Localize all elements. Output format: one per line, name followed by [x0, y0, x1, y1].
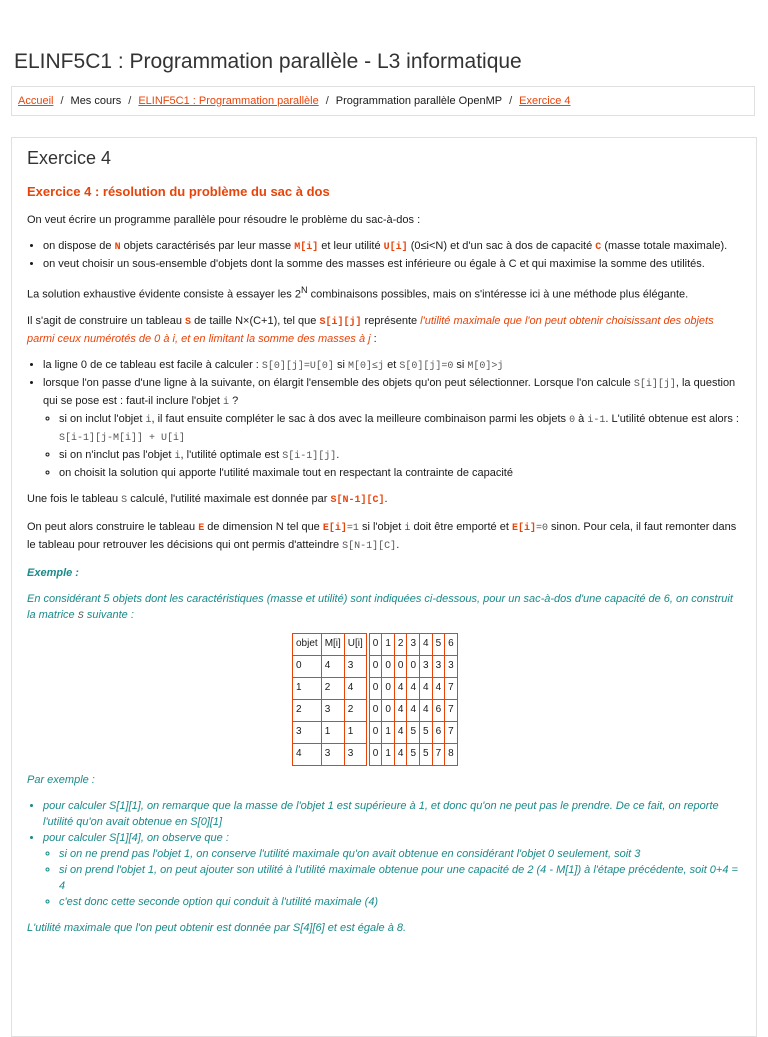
table-header-row [293, 633, 458, 655]
table-cell: 5 [407, 743, 420, 765]
breadcrumb [11, 86, 755, 116]
table-cell: 0 [394, 655, 407, 677]
table-header-cell: M[i] [321, 633, 344, 655]
text: si [333, 358, 348, 371]
breadcrumb-my-courses: Mes cours [70, 95, 122, 107]
list-item [43, 238, 739, 256]
e-table-text [27, 519, 739, 555]
table-cell: 3 [293, 721, 322, 743]
table-cell: 0 [369, 677, 382, 699]
text: de dimension N tel que [204, 520, 323, 533]
table-cell: 6 [432, 699, 445, 721]
example-text [27, 591, 739, 625]
table-header-cell: objet [293, 633, 322, 655]
code: S [121, 494, 128, 506]
code: M[0]≤j [348, 360, 385, 372]
list-item: ◦ si on ne prend pas l'objet 1, on conserve l'utilité maximale qu'on avait obtenue en considérant l'objet 0 seulement, soit 3 [59, 846, 739, 862]
text: si on inclut l'objet [59, 412, 146, 425]
table-header-cell: 2 [394, 633, 407, 655]
list-item [59, 411, 739, 447]
table-cell: 1 [382, 721, 395, 743]
final-text: L'utilité maximale que l'on peut obtenir est donnée par S[4][6] et est égale à 8. [27, 921, 407, 934]
code: S[N-1][C] [342, 540, 397, 552]
code: i-1 [587, 414, 606, 426]
table-cell: 1 [344, 721, 366, 743]
breadcrumb-separator: / [509, 95, 513, 107]
table-header-cell: 4 [420, 633, 433, 655]
table-row [293, 743, 458, 765]
code: i [174, 450, 181, 462]
table-cell: 7 [432, 743, 445, 765]
code: S[i-1][j] [282, 450, 337, 462]
text: et [384, 358, 400, 371]
list-item [43, 357, 739, 375]
code-E: E [198, 522, 205, 534]
table-cell: 7 [445, 677, 458, 699]
table-cell: 0 [382, 699, 395, 721]
list-item: • pour calculer S[1][1], on remarque que la masse de l'objet 1 est supérieure à 1, et donc qu'on ne peut pas le prendre. De ce fait, on reporte l'utilité qu'on avait obtenue en S[0][1] [43, 798, 739, 830]
table-cell: 3 [321, 743, 344, 765]
code: S[0][j]=U[0] [261, 360, 334, 372]
text: si [453, 358, 468, 371]
breadcrumb-separator: / [128, 95, 132, 107]
sub-list [43, 411, 739, 481]
breadcrumb-home-link[interactable]: Accueil [18, 95, 54, 107]
text: En considérant 5 objets dont les caractéristiques (masse et utilité) sont indiquées ci-dessous, pour un sac-à-dos d'une capacité de 6, on construit la matrice [27, 592, 733, 621]
code-Ui: U[i] [383, 242, 408, 253]
table-cell: 0 [369, 699, 382, 721]
text: . [396, 538, 400, 551]
code: i [404, 522, 411, 534]
definition-text: l'utilité maximale que l'on peut obtenir choisissant des objets parmi ceux numérotés de 0 à i, et en limitant la somme des masses à j [27, 314, 714, 345]
breadcrumb-separator: / [325, 95, 329, 107]
text: représente [361, 314, 421, 327]
table-cell: 4 [407, 677, 420, 699]
table-cell: 3 [432, 655, 445, 677]
list-item: • on veut choisir un sous-ensemble d'objets dont la somme des masses est inférieure ou égale à C et qui maximise la somme des utilités. [43, 256, 739, 272]
text: la ligne 0 de ce tableau est facile à calculer : [43, 358, 262, 371]
text: si l'objet [358, 520, 405, 533]
breadcrumb-current-link[interactable]: Exercice 4 [519, 95, 571, 107]
table-cell: 0 [382, 655, 395, 677]
text: sinon. Pour cela, il faut remonter dans le tableau pour retrouver les décisions qui ont permis d'atteindre [27, 520, 737, 551]
table-row [293, 721, 458, 743]
table-header-cell: 0 [369, 633, 382, 655]
example-list [27, 798, 739, 910]
text: . [336, 448, 340, 461]
text: à [575, 412, 588, 425]
table-cell: 4 [321, 655, 344, 677]
page-title: ELINF5C1 : Programmation parallèle - L3 informatique [14, 50, 522, 73]
table-row [293, 655, 458, 677]
table-cell: 4 [394, 743, 407, 765]
text: si on n'inclut pas l'objet [59, 448, 175, 461]
table-cell: 1 [321, 721, 344, 743]
text: , la question qui se pose est : faut-il inclure l'objet [43, 376, 736, 407]
table-cell: 3 [321, 699, 344, 721]
code-Ei: E[i] [322, 522, 347, 534]
table-cell: 4 [394, 699, 407, 721]
par-exemple-label: Par exemple : [27, 773, 95, 786]
result-text [27, 491, 739, 509]
intro-text: On veut écrire un programme parallèle pour résoudre le problème du sac-à-dos : [27, 214, 421, 226]
text: La solution exhaustive évidente consiste à essayer les 2 [27, 288, 301, 301]
table-cell: 3 [344, 743, 366, 765]
table-cell: 1 [382, 743, 395, 765]
code: S [77, 610, 84, 622]
table-cell: 0 [369, 743, 382, 765]
table-cell: 3 [445, 655, 458, 677]
text: , il faut ensuite compléter le sac à dos avec la meilleure combinaison parmi les objets [151, 412, 570, 425]
code: i [145, 414, 152, 426]
table-cell: 2 [321, 677, 344, 699]
text: lorsque l'on passe d'une ligne à la suivante, on élargit l'ensemble des objets qu'on peut sélectionner. Lorsque l'on calcule [43, 376, 634, 389]
code-C: C [595, 242, 602, 253]
code: S[i][j] [633, 378, 676, 390]
code: =1 [346, 522, 359, 534]
table-cell: 4 [344, 677, 366, 699]
table-cell: 6 [432, 721, 445, 743]
table-cell: 3 [344, 655, 366, 677]
solution-text [27, 282, 739, 303]
exercise-content [27, 150, 739, 946]
exercise-title: Exercice 4 [27, 148, 112, 168]
text: on dispose de [43, 240, 115, 252]
table-cell: 4 [394, 721, 407, 743]
problem-list [27, 238, 739, 272]
breadcrumb-separator: / [60, 95, 64, 107]
table-cell: 5 [407, 721, 420, 743]
table-cell: 7 [445, 699, 458, 721]
table-header-cell: U[i] [344, 633, 366, 655]
table-header-cell: 6 [445, 633, 458, 655]
code: i [223, 396, 230, 408]
table-cell: 0 [382, 677, 395, 699]
table-cell: 0 [369, 721, 382, 743]
superscript: N [300, 285, 308, 295]
example-label: Exemple : [27, 566, 79, 579]
text: doit être emporté et [410, 520, 512, 533]
text: , l'utilité optimale est [180, 448, 283, 461]
text: pour calculer S[1][4], on observe que : [43, 831, 229, 844]
list-item [43, 375, 739, 481]
table-cell: 2 [293, 699, 322, 721]
code-Ei: E[i] [511, 522, 536, 534]
table-header-cell: 3 [407, 633, 420, 655]
text: Il s'agit de construire un tableau [27, 314, 186, 327]
table-row [293, 699, 458, 721]
text: suivante : [83, 608, 134, 621]
table-cell: 4 [420, 677, 433, 699]
table-cell: 7 [445, 721, 458, 743]
list-item: ◦ c'est donc cette seconde option qui conduit à l'utilité maximale (4) [59, 894, 739, 910]
code: =0 [535, 522, 548, 534]
table-cell: 8 [445, 743, 458, 765]
list-item [43, 830, 739, 910]
code: S[0][j]=0 [399, 360, 454, 372]
table-cell: 4 [420, 699, 433, 721]
text: calculé, l'utilité maximale est donnée par [127, 492, 331, 505]
table-header-cell: 5 [432, 633, 445, 655]
text: : [370, 332, 377, 345]
list-item: ◦ on choisit la solution qui apporte l'utilité maximale tout en respectant la contrainte de capacité [59, 465, 739, 481]
table-cell: 5 [420, 721, 433, 743]
construct-text [27, 313, 739, 347]
text: Une fois le tableau [27, 492, 122, 505]
list-item [59, 447, 739, 465]
table-cell: 3 [420, 655, 433, 677]
text: et leur utilité [318, 240, 384, 252]
table-cell: 4 [293, 743, 322, 765]
code-Mi: M[i] [294, 242, 319, 253]
matrix-table [292, 633, 458, 766]
table-cell: 0 [293, 655, 322, 677]
table-cell: 4 [432, 677, 445, 699]
table-cell: 4 [394, 677, 407, 699]
table-cell: 0 [407, 655, 420, 677]
table-row [293, 677, 458, 699]
code-N: N [114, 242, 121, 253]
code: 0 [569, 414, 576, 426]
breadcrumb-course-link[interactable]: ELINF5C1 : Programmation parallèle [138, 95, 319, 107]
text: (0≤i<N) et d'un sac à dos de capacité [407, 240, 596, 252]
text: ? [229, 394, 239, 407]
text: On peut alors construire le tableau [27, 520, 199, 533]
text: . L'utilité obtenue est alors : [605, 412, 739, 425]
table-cell: 2 [344, 699, 366, 721]
code: M[0]>j [467, 360, 504, 372]
list-item: ◦ si on prend l'objet 1, on peut ajouter son utilité à l'utilité maximale obtenue pour une capacité de 2 (4 - M[1]) à l'étape précédente, soit 0+4 = 4 [59, 862, 739, 894]
code-Sij: S[i][j] [319, 316, 362, 328]
table-cell: 5 [420, 743, 433, 765]
code-SNC: S[N-1][C] [330, 494, 385, 506]
table-header-cell: 1 [382, 633, 395, 655]
table-cell: 4 [407, 699, 420, 721]
table-cell: 1 [293, 677, 322, 699]
text: (masse totale maximale). [601, 240, 728, 252]
text: combinaisons possibles, mais on s'intéresse ici à une méthode plus élégante. [307, 288, 689, 301]
code-S: S [185, 316, 192, 328]
method-list [27, 357, 739, 481]
table-cell: 0 [369, 655, 382, 677]
sub-list [43, 846, 739, 910]
code: S[i-1][j-M[i]] + U[i] [59, 432, 186, 444]
breadcrumb-section: Programmation parallèle OpenMP [335, 95, 503, 107]
text: objets caractérisés par leur masse [120, 240, 295, 252]
exercise-subtitle: Exercice 4 : résolution du problème du sac à dos [27, 184, 330, 199]
text: . [384, 492, 388, 505]
text: de taille N×(C+1), tel que [191, 314, 320, 327]
